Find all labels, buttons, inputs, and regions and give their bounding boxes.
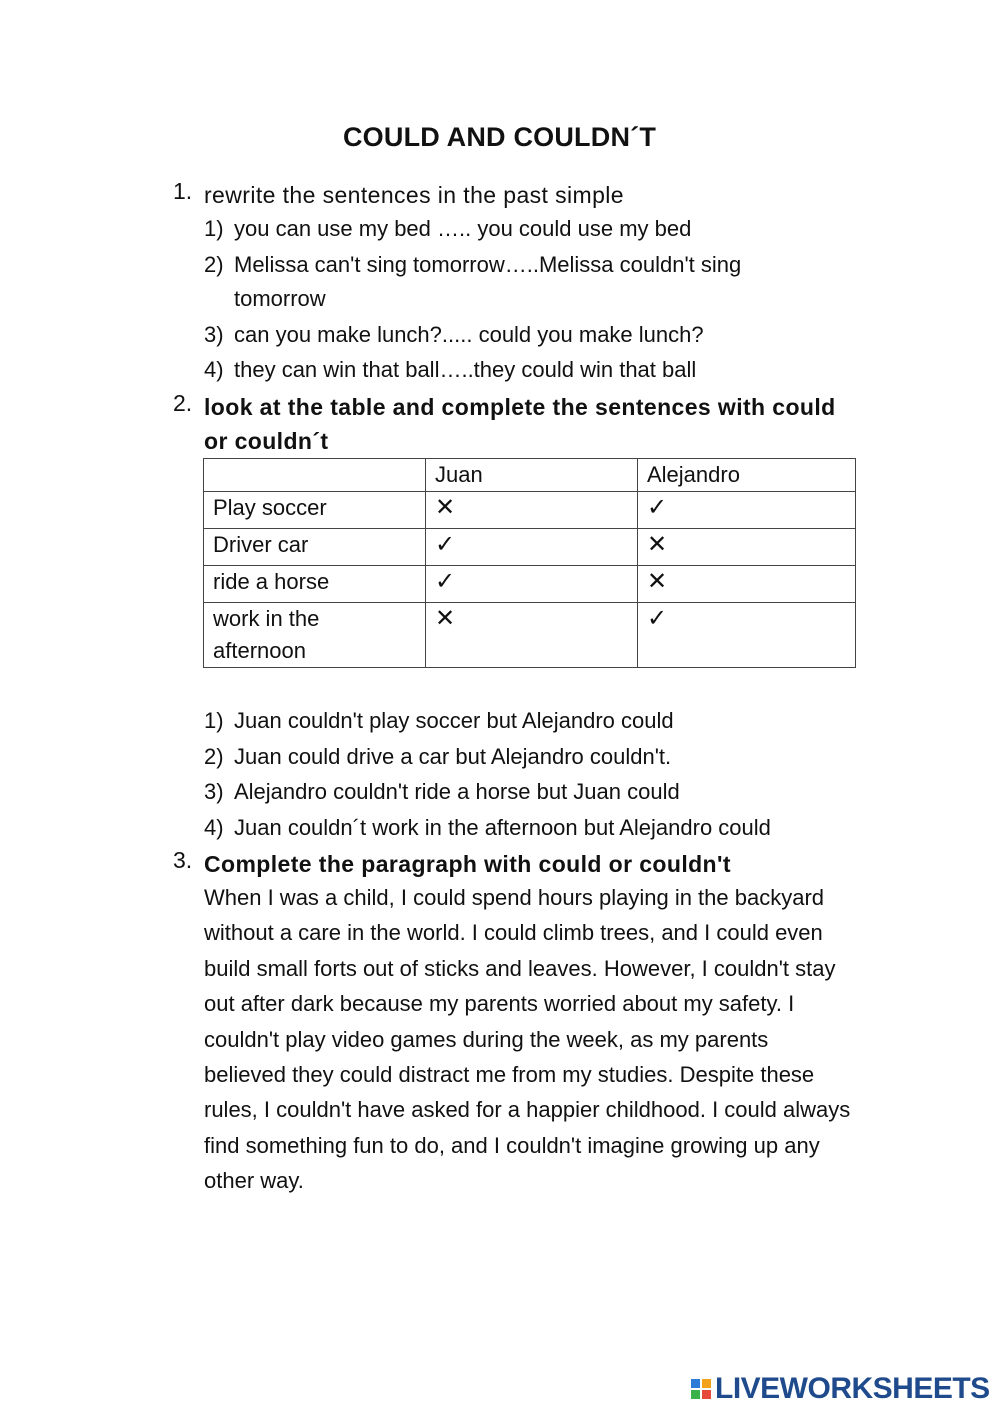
juan-cell xyxy=(426,529,638,566)
item-number: 1) xyxy=(204,216,224,241)
logo-square xyxy=(702,1390,711,1399)
section-1-item xyxy=(204,248,804,316)
check-icon: ✓ xyxy=(647,605,668,632)
alejandro-cell xyxy=(638,529,856,566)
page-title: COULD AND COULDN´T xyxy=(342,122,657,152)
alejandro-cell xyxy=(638,492,856,529)
cross-icon: ✕ xyxy=(647,568,668,595)
item-number: 2) xyxy=(204,252,224,277)
item-text: Juan couldn´t work in the afternoon but Alejandro could xyxy=(234,815,771,840)
juan-cell xyxy=(426,492,638,529)
item-number: 4) xyxy=(204,357,224,382)
activity-cell: ride a horse xyxy=(204,566,426,603)
activity-cell: work in the afternoon xyxy=(204,603,426,668)
table-header-cell xyxy=(204,459,426,492)
item-text: can you make lunch?..... could you make lunch? xyxy=(234,322,704,347)
liveworksheets-logo xyxy=(691,1372,990,1406)
check-icon: ✓ xyxy=(647,494,668,521)
logo-text: LIVEWORKSHEETS xyxy=(715,1372,990,1405)
cross-icon: ✕ xyxy=(435,494,456,521)
check-icon: ✓ xyxy=(435,531,456,558)
activity-cell: Play soccer xyxy=(204,492,426,529)
section-1-heading: rewrite the sentences in the past simple xyxy=(204,182,624,208)
section-2-item xyxy=(204,811,884,845)
table-row xyxy=(204,566,856,603)
section-2-item xyxy=(204,704,844,738)
alejandro-cell xyxy=(638,566,856,603)
item-text: you can use my bed ….. you could use my bed xyxy=(234,216,692,241)
section-1-item xyxy=(204,318,844,352)
item-number: 1) xyxy=(204,708,224,733)
section-1-item xyxy=(204,212,844,246)
check-icon: ✓ xyxy=(435,568,456,595)
item-text: Alejandro couldn't ride a horse but Juan could xyxy=(234,779,680,804)
item-number: 3) xyxy=(204,322,224,347)
item-number: 4) xyxy=(204,815,224,840)
item-number: 2) xyxy=(204,744,224,769)
logo-square xyxy=(691,1379,700,1388)
cross-icon: ✕ xyxy=(647,531,668,558)
table-header-cell: Alejandro xyxy=(638,459,856,492)
section-2-item xyxy=(204,740,844,774)
activity-cell: Driver car xyxy=(204,529,426,566)
section-2-item xyxy=(204,775,844,809)
logo-square xyxy=(691,1390,700,1399)
item-text: they can win that ball…..they could win that ball xyxy=(234,357,697,382)
section-3-paragraph: When I was a child, I could spend hours playing in the backyard without a care in the world. I could climb trees, and I could even build small forts out of sticks and leaves. However, I couldn't stay out after dark because my parents worried about my safety. I couldn't play video games during the week, as my parents believed they could distract me from my studies. Despite these rules, I couldn't have asked for a happier childhood. I could always find something fun to do, and I couldn't imagine growing up any other way. xyxy=(204,885,851,1194)
table-row xyxy=(204,492,856,529)
cross-icon: ✕ xyxy=(435,605,456,632)
section-1-item xyxy=(204,353,844,387)
table-header-cell: Juan xyxy=(426,459,638,492)
juan-cell xyxy=(426,603,638,668)
alejandro-cell xyxy=(638,603,856,668)
logo-square xyxy=(702,1379,711,1388)
table-row xyxy=(204,603,856,668)
juan-cell xyxy=(426,566,638,603)
section-3-number: 3. xyxy=(173,847,193,873)
section-3-heading: Complete the paragraph with could or couldn't xyxy=(204,851,731,877)
item-text: Melissa can't sing tomorrow…..Melissa couldn't sing tomorrow xyxy=(234,252,742,311)
section-2-heading: look at the table and complete the sentences with could or couldn´t xyxy=(204,394,836,454)
table-row xyxy=(204,529,856,566)
item-number: 3) xyxy=(204,779,224,804)
item-text: Juan couldn't play soccer but Alejandro could xyxy=(234,708,674,733)
section-2-number: 2. xyxy=(173,390,193,416)
ability-table xyxy=(203,458,856,668)
table-header-row xyxy=(204,459,856,492)
item-text: Juan could drive a car but Alejandro couldn't. xyxy=(234,744,672,769)
logo-squares-icon xyxy=(691,1379,711,1399)
section-1-number: 1. xyxy=(173,178,193,204)
